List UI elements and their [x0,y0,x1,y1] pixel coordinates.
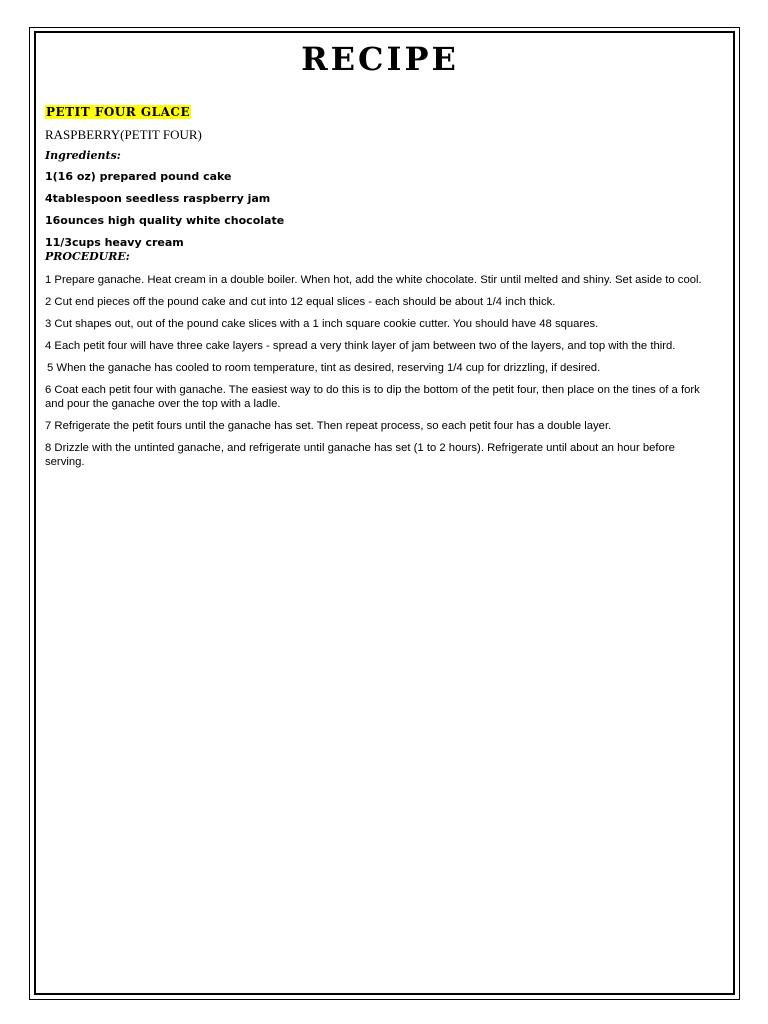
procedure-step: 4 Each petit four will have three cake layers - spread a very think layer of jam between two of the layers, and top with the third. [45,340,676,352]
ingredient-item: 4tablespoon seedless raspberry jam [45,192,271,205]
recipe-content [45,40,715,468]
recipe-subtitle: RASPBERRY(PETIT FOUR) [45,127,202,142]
procedure-step: 8 Drizzle with the untinted ganache, and refrigerate until ganache has set (1 to 2 hours). Refrigerate until about an hour before serving. [45,442,675,468]
ingredient-item: 16ounces high quality white chocolate [45,214,285,227]
procedure-step: 5 When the ganache has cooled to room temperature, tint as desired, reserving 1/4 cup for drizzling, if desired. [47,362,601,374]
procedure-step: 6 Coat each petit four with ganache. The easiest way to do this is to dip the bottom of the petit four, then place on the tines of a fork and pour the ganache over the top with a ladle. [45,384,700,410]
ingredients-heading: Ingredients: [45,149,121,162]
procedure-step: 1 Prepare ganache. Heat cream in a double boiler. When hot, add the white chocolate. Stir until melted and shiny. Set aside to cool. [45,274,702,286]
procedure-step: 2 Cut end pieces off the pound cake and cut into 12 equal slices - each should be about 1/4 inch thick. [45,296,556,308]
procedure-steps [45,273,713,477]
ingredients-list [45,170,284,258]
ingredient-item: 1(16 oz) prepared pound cake [45,170,232,183]
procedure-step: 7 Refrigerate the petit fours until the ganache has set. Then repeat process, so each petit four has a double layer. [45,420,612,432]
page-title: RECIPE [301,40,459,78]
section-label: PETIT FOUR GLACE [46,105,191,119]
procedure-step: 3 Cut shapes out, out of the pound cake slices with a 1 inch square cookie cutter. You should have 48 squares. [45,318,599,330]
ingredient-item: 11/3cups heavy cream [45,236,184,249]
procedure-heading: PROCEDURE: [45,250,130,263]
